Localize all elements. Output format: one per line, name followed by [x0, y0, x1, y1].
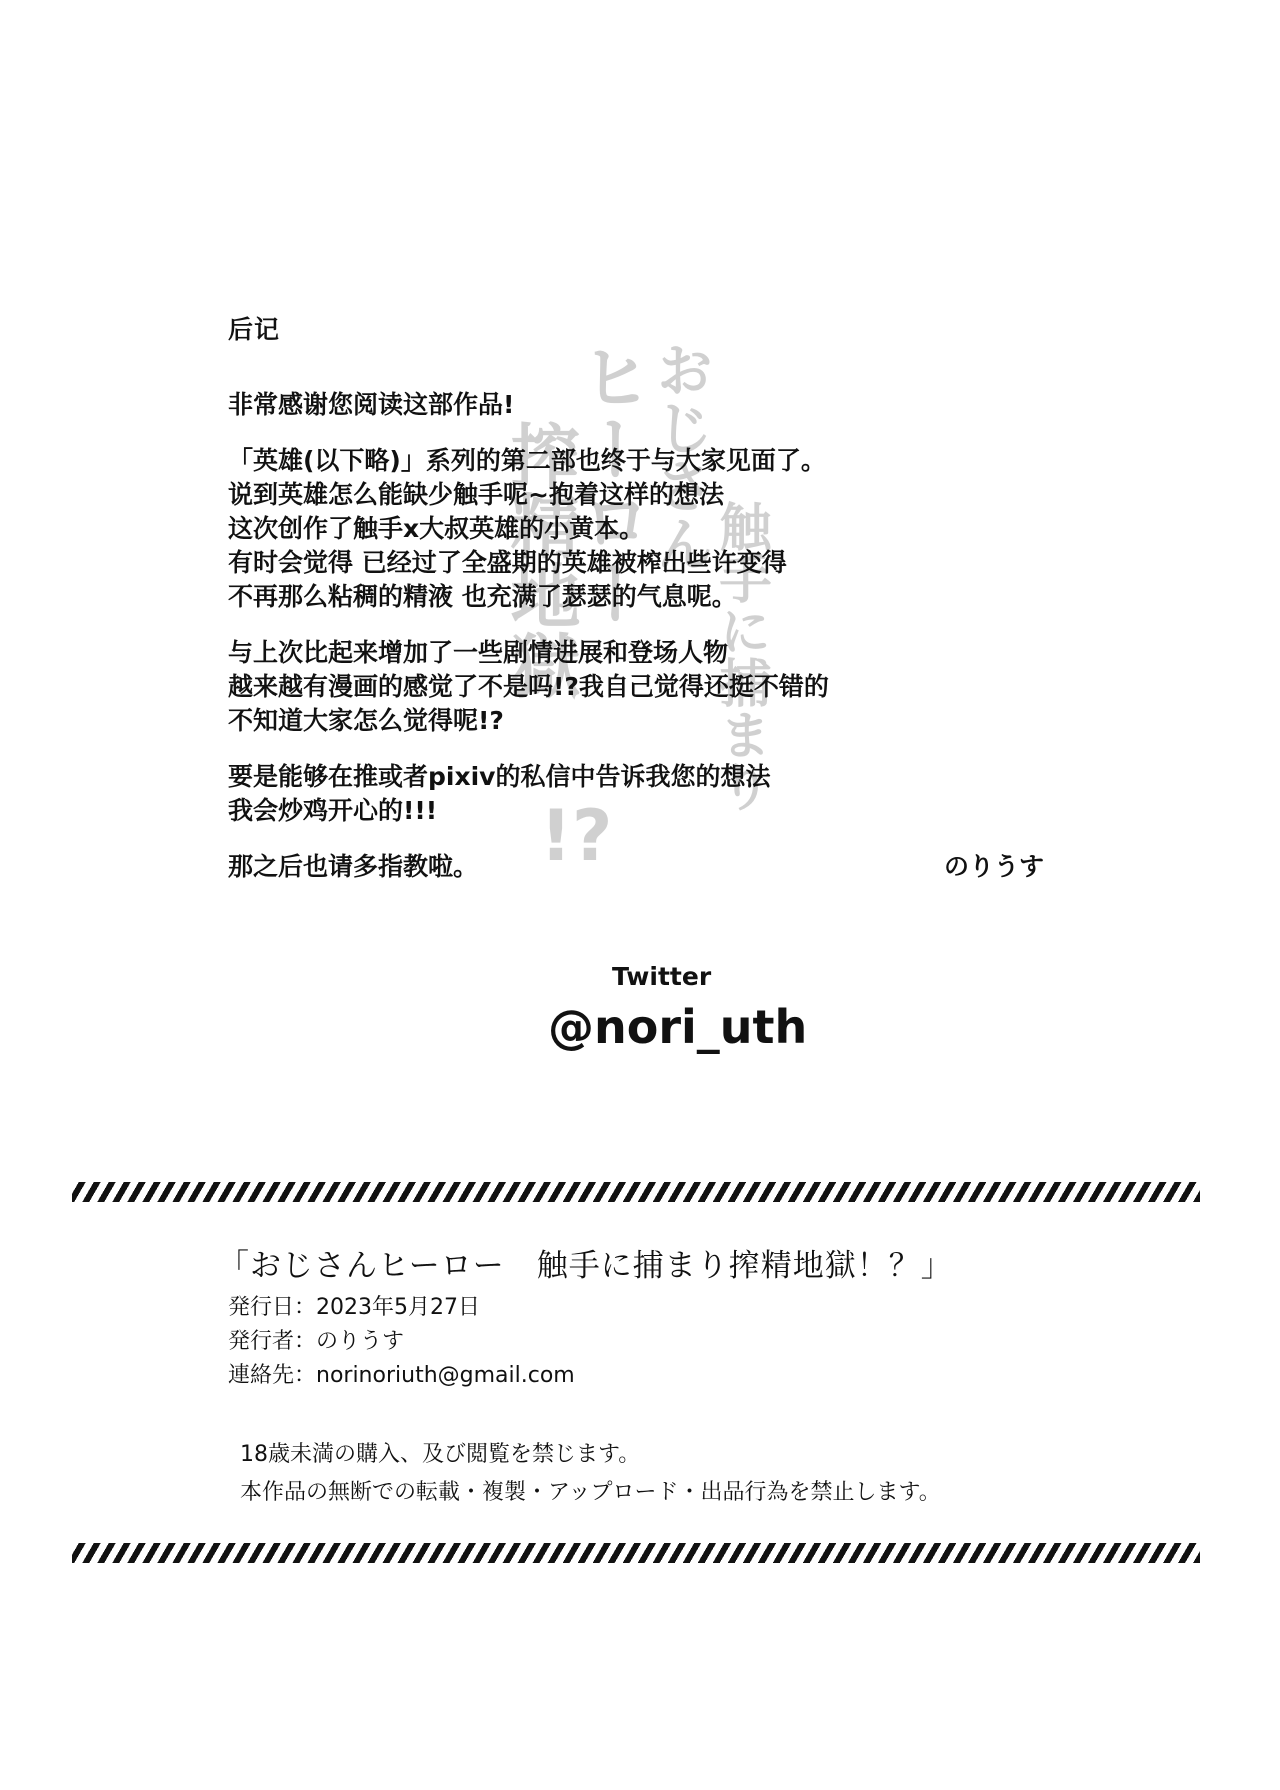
- afterword-line: 这次创作了触手x大叔英雄的小黄本。: [228, 514, 645, 543]
- publisher: 発行者：のりうす: [228, 1329, 405, 1354]
- afterword-line: 有时会觉得 已经过了全盛期的英雄被榨出些许变得: [228, 548, 787, 577]
- afterword-line: 要是能够在推或者pixiv的私信中告诉我您的想法: [228, 762, 771, 791]
- afterword-line: 我会炒鸡开心的!!!: [228, 796, 438, 825]
- afterword-line: 「英雄(以下略)」系列的第二部也终于与大家见面了。: [228, 446, 826, 475]
- watermark-line-2: ヒーロー: [568, 340, 652, 628]
- contact-email: 連絡先：norinoriuth@gmail.com: [228, 1363, 575, 1388]
- colophon: [218, 1240, 1128, 1393]
- legal-notices: [240, 1436, 941, 1512]
- reproduction-notice: 本作品の無断での転載・複製・アップロード・出品行為を禁止します。: [240, 1480, 941, 1505]
- afterword-paragraph: [228, 388, 1128, 422]
- closing-row: [228, 850, 1128, 884]
- afterword-line: 不再那么粘稠的精液 也充满了瑟瑟的气息呢。: [228, 582, 737, 611]
- afterword-title: 后记: [228, 315, 281, 344]
- closing-line: 那之后也请多指教啦。: [228, 852, 479, 881]
- afterword-line: 不知道大家怎么觉得呢!?: [228, 706, 504, 735]
- watermark-line-1: おじさん: [646, 340, 714, 572]
- hazard-stripe-divider-bottom: [72, 1543, 1200, 1563]
- author-signature: のりうす: [944, 852, 1045, 881]
- age-restriction-notice: 18歳未満の購入、及び閲覧を禁じます。: [240, 1442, 641, 1467]
- watermark-line-4: 搾精地獄: [499, 420, 581, 700]
- afterword-paragraph: [228, 760, 1128, 828]
- afterword-paragraph: [228, 444, 1128, 614]
- publish-date: 発行日：2023年5月27日: [228, 1295, 480, 1320]
- afterword-line: 非常感谢您阅读这部作品!: [228, 390, 515, 419]
- afterword-line: 说到英雄怎么能缺少触手呢~抱着这样的想法: [228, 480, 724, 509]
- afterword: [228, 310, 1128, 884]
- watermark-line-3: 触手に捕まり: [710, 500, 770, 812]
- afterword-line: 越来越有漫画的感觉了不是吗!?我自己觉得还挺不错的: [228, 672, 829, 701]
- afterword-paragraph: [228, 636, 1128, 738]
- afterword-line: 与上次比起来增加了一些剧情进展和登场人物: [228, 638, 729, 667]
- hazard-stripe-divider-top: [72, 1182, 1200, 1202]
- twitter-handle: @nori_uth: [548, 1000, 808, 1054]
- watermark-line-5: !?: [540, 795, 613, 877]
- twitter-label: Twitter: [612, 962, 712, 991]
- book-title: 「おじさんヒーロー 触手に捕まり搾精地獄！？」: [218, 1248, 953, 1284]
